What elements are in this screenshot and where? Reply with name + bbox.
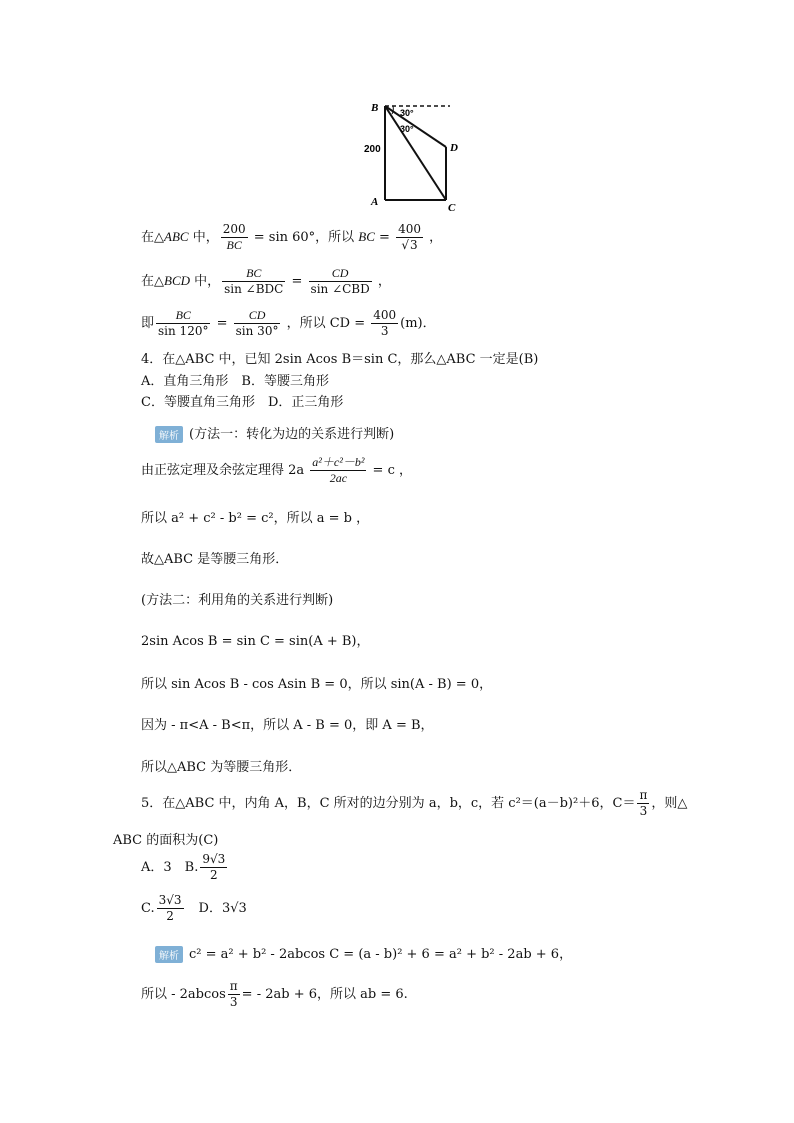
q4-options-ab: A．直角三角形 B．等腰三角形 <box>141 374 329 389</box>
question-5-line1: 5．在△ABC 中，内角 A，B，C 所对的边分别为 a，b，c，若 c²＝(a－b)²＋6，C＝ $\frac{\pi}{3}$ ，则△ <box>141 788 688 818</box>
q5-options-ab: A．3 B. $\frac{9√3}{2}$ <box>141 852 226 882</box>
label-D: D <box>450 142 458 154</box>
angle-label-2: 30° <box>400 124 414 134</box>
label-A: A <box>371 196 379 208</box>
fraction: $\frac{9√3}{2}$ <box>202 852 226 882</box>
line-abc-ratio: 在△ABC 中， $\frac{200}{BC}$ = sin 60°，所以 BC = $\frac{400}{√3}$ ， <box>141 222 443 252</box>
analysis-badge: 解析 <box>155 946 183 963</box>
fraction: $\frac{BC}{\text{sin ∠BDC}}$ <box>224 266 284 296</box>
fraction: $\frac{BC}{\sin 120^\circ}$ <box>158 308 209 338</box>
method1-line1: 由正弦定理及余弦定理得 2a $\frac{\text{a²＋c²－b²}}{2ac}$ = c ， <box>141 455 412 485</box>
fraction: $\frac{CD}{\text{sin ∠CBD}}$ <box>310 266 370 296</box>
method2-line4: 所以△ABC 为等腰三角形． <box>141 760 302 775</box>
fraction: $\frac{3√3}{2}$ <box>158 893 182 923</box>
fraction: $\frac{CD}{\sin 30^\circ}$ <box>235 308 279 338</box>
fraction: $\frac{\pi}{3}$ <box>229 979 238 1009</box>
method1-line2: 所以 a² + c² - b² = c²，所以 a = b ， <box>141 511 370 526</box>
analysis-badge: 解析 <box>155 426 183 443</box>
label-C: C <box>448 202 456 214</box>
method2-title: (方法二：利用角的关系进行判断) <box>141 593 334 608</box>
solution5-line1: 解析 c² = a² + b² - 2abcos C = (a - b)² + 6 = a² + b² - 2ab + 6， <box>155 943 572 963</box>
fraction: $\frac{400}{√3}$ <box>398 222 421 252</box>
solution5-line2: 所以 - 2abcos $\frac{\pi}{3}$ = - 2ab + 6，所以 ab = 6. <box>141 979 408 1009</box>
line-cd-result: 即 $\frac{BC}{\sin 120^\circ}$ = $\frac{CD}{\sin 30^\circ}$ ，所以 CD = $\frac{400}{3}$ (m)． <box>141 308 436 338</box>
method2-line1: 2sin Acos B = sin C = sin(A + B)， <box>141 634 370 649</box>
fraction: $\frac{\pi}{3}$ <box>639 788 648 818</box>
method2-line3: 因为 - π<A - B<π，所以 A - B = 0，即 A = B， <box>141 718 434 733</box>
label-B: B <box>371 102 379 114</box>
question-5-line2: ABC 的面积为(C) <box>113 833 219 848</box>
question-4: 4．在△ABC 中，已知 2sin Acos B＝sin C，那么△ABC 一定是(B) <box>141 352 539 367</box>
method2-line2: 所以 sin Acos B - cos Asin B = 0，所以 sin(A - B) = 0， <box>141 677 493 692</box>
fraction: $\frac{\text{a²＋c²－b²}}{2ac}$ <box>312 455 365 485</box>
method1-title: 解析 (方法一：转化为边的关系进行判断) <box>155 423 394 443</box>
q4-options-cd: C．等腰直角三角形 D．正三角形 <box>141 395 344 410</box>
line-bcd-ratio: 在△BCD 中， $\frac{BC}{\text{sin ∠BDC}}$ = $\frac{CD}{\text{sin ∠CBD}}$ ， <box>141 266 391 296</box>
method1-line3: 故△ABC 是等腰三角形． <box>141 552 289 567</box>
fraction: $\frac{400}{3}$ <box>373 308 397 338</box>
side-label-200: 200 <box>364 144 381 155</box>
fraction: $\frac{200}{BC}$ <box>222 222 246 252</box>
q5-options-cd: C. $\frac{3√3}{2}$ D．3√3 <box>141 893 247 923</box>
angle-label-1: 30° <box>400 108 414 118</box>
triangle-figure <box>355 98 465 216</box>
